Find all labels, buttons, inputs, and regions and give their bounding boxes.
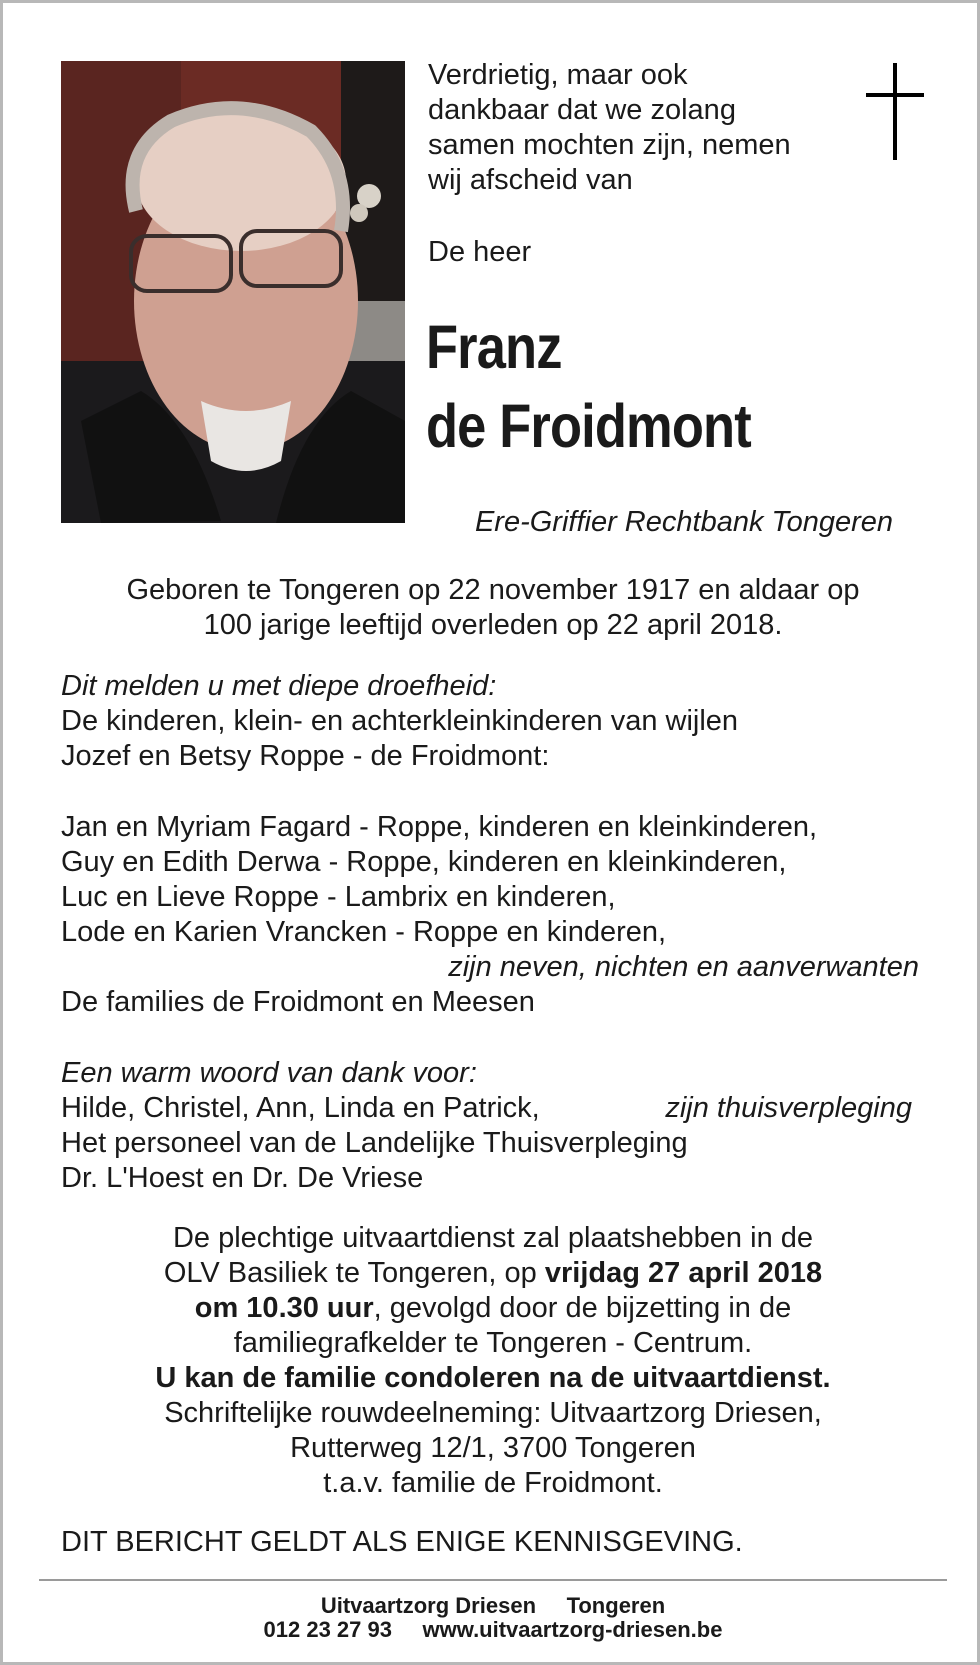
thanks-heading: Een warm woord van dank voor: bbox=[61, 1057, 477, 1089]
family-line: Guy en Edith Derwa - Roppe, kinderen en kleinkinderen, bbox=[61, 846, 787, 878]
condolence-line: U kan de familie condoleren na de uitvaartdienst. bbox=[155, 1362, 831, 1394]
birth-death-info bbox=[3, 573, 980, 643]
salutation: De heer bbox=[428, 236, 532, 268]
portrait-photo bbox=[61, 61, 405, 523]
family-list bbox=[61, 810, 817, 950]
intro-line: Verdrietig, maar ook bbox=[428, 59, 688, 91]
announcement-heading: Dit melden u met diepe droefheid: bbox=[61, 670, 497, 702]
service-line bbox=[3, 1256, 980, 1291]
written-condolence-line: Rutterweg 12/1, 3700 Tongeren bbox=[290, 1432, 696, 1464]
announcement-line: Jozef en Betsy Roppe - de Froidmont: bbox=[61, 740, 550, 772]
deceased-name bbox=[426, 308, 751, 466]
family-line: Lode en Karien Vrancken - Roppe en kinderen, bbox=[61, 916, 667, 948]
service-time: om 10.30 uur bbox=[194, 1292, 374, 1324]
written-condolence-line: Schriftelijke rouwdeelneming: Uitvaartzorg Driesen, bbox=[164, 1397, 822, 1429]
written-condolence-line: t.a.v. familie de Froidmont. bbox=[323, 1467, 663, 1499]
notice-line: DIT BERICHT GELDT ALS ENIGE KENNISGEVING. bbox=[61, 1526, 743, 1558]
service-line bbox=[3, 1291, 980, 1326]
thanks-line: Hilde, Christel, Ann, Linda en Patrick, bbox=[61, 1092, 540, 1124]
footer-contact: 012 23 27 93 www.uitvaartzorg-driesen.be bbox=[263, 1617, 723, 1642]
funeral-service-info bbox=[3, 1221, 980, 1501]
families-line: De families de Froidmont en Meesen bbox=[61, 986, 535, 1018]
announcement-line: De kinderen, klein- en achterkleinkinderen van wijlen bbox=[61, 705, 739, 737]
thanks-line: Dr. L'Hoest en Dr. De Vriese bbox=[61, 1162, 424, 1194]
thanks-note: zijn thuisverpleging bbox=[665, 1092, 912, 1124]
first-name: Franz bbox=[426, 313, 562, 381]
family-line: Jan en Myriam Fagard - Roppe, kinderen en kleinkinderen, bbox=[61, 811, 818, 843]
service-location: OLV Basiliek te Tongeren, op bbox=[163, 1257, 545, 1289]
intro-line: wij afscheid van bbox=[428, 164, 633, 196]
thanks-line: Het personeel van de Landelijke Thuisverpleging bbox=[61, 1127, 688, 1159]
service-line: familiegrafkelder te Tongeren - Centrum. bbox=[233, 1327, 753, 1359]
service-date: vrijdag 27 april 2018 bbox=[544, 1257, 823, 1289]
footer-company: Uitvaartzorg Driesen Tongeren bbox=[320, 1593, 666, 1618]
intro-line: samen mochten zijn, nemen bbox=[428, 129, 791, 161]
birth-line: Geboren te Tongeren op 22 november 1917 en aldaar op bbox=[126, 574, 860, 606]
announcement-block bbox=[61, 669, 738, 774]
intro-line: dankbaar dat we zolang bbox=[428, 94, 736, 126]
service-burial: , gevolgd door de bijzetting in de bbox=[373, 1292, 792, 1324]
intro-text bbox=[428, 58, 848, 198]
relatives-note: zijn neven, nichten en aanverwanten bbox=[448, 951, 919, 983]
family-name: de Froidmont bbox=[426, 392, 751, 460]
divider bbox=[39, 1579, 947, 1581]
family-line: Luc en Lieve Roppe - Lambrix en kinderen, bbox=[61, 881, 616, 913]
honorific-title: Ere-Griffier Rechtbank Tongeren bbox=[474, 506, 893, 538]
birth-line: 100 jarige leeftijd overleden op 22 april 2018. bbox=[203, 609, 783, 641]
cross-icon bbox=[866, 63, 926, 163]
service-line: De plechtige uitvaartdienst zal plaatshebben in de bbox=[172, 1222, 814, 1254]
